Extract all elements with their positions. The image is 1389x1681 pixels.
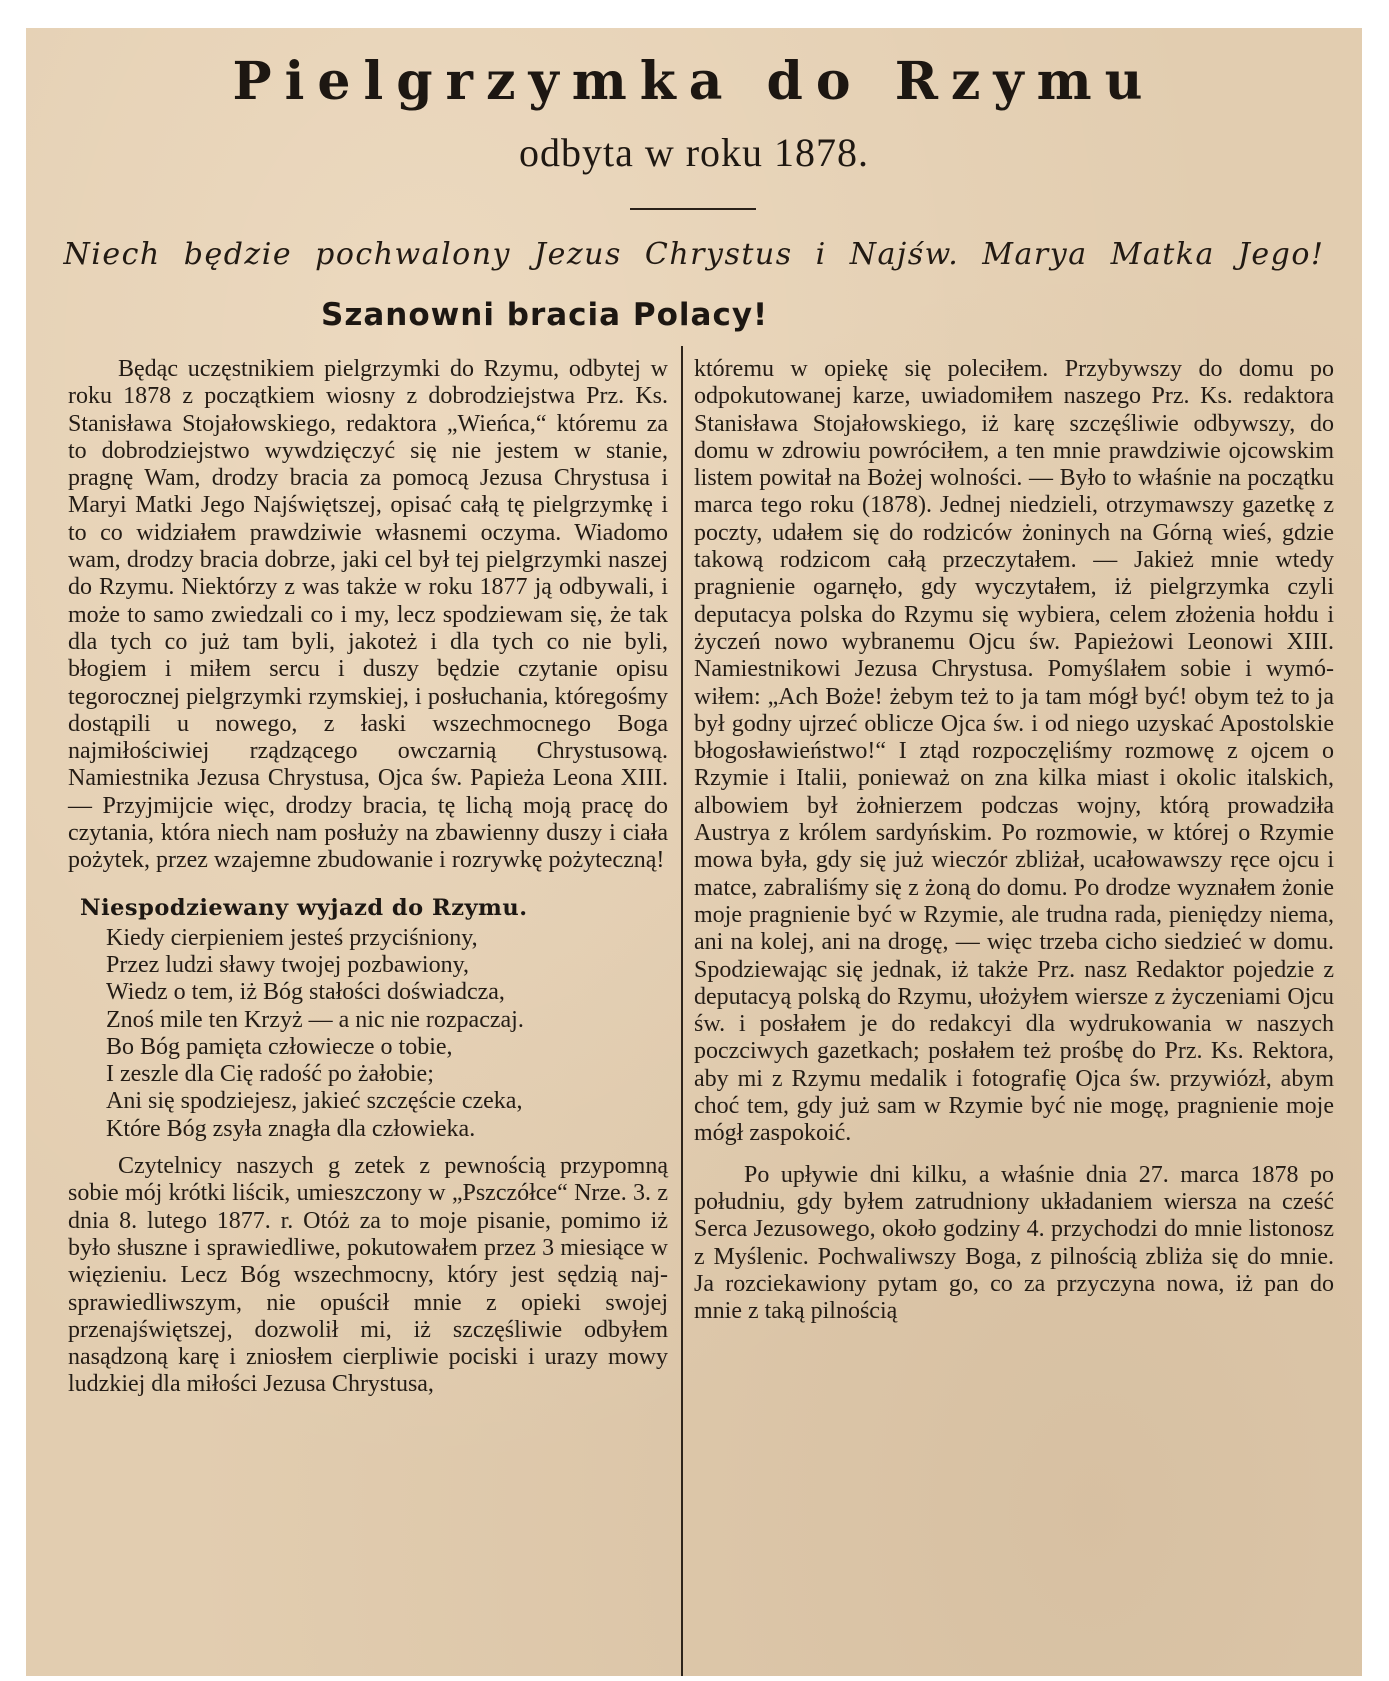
newspaper-page: [26, 28, 1362, 1676]
column-divider: [681, 346, 683, 1676]
page-subtitle: odbyta w roku 1878.: [518, 130, 870, 175]
poem-line: Bo Bóg pamięta człowiecze o tobie,: [106, 1033, 453, 1060]
greeting-heading: Szanowni bracia Polacy!: [321, 297, 769, 333]
article-paragraph: Będąc uczęstnikiem pielgrzymki do Rzymu, odbytej w roku 1878 z początkiem wiosny z dobrodziejstwa Prz. Ks. Stanisława Stojałowskiego, redaktora „Wieńca,“ któremu za to dobrodziejstwo wywdzięczyć się nie jestem w stanie, pragnę Wam, drodzy bracia za pomocą Jezusa Chrystusa i Maryi Matki Jego Najświętszej, opisać całą tę pielgrzymkę i to co widziałem prawdziwie własnemi oczyma. Wiadomo wam, drodzy bracia dobrze, jaki cel był tej pielgrzymki naszej do Rzymu. Niektórzy z was także w roku 1877 ją odbywali, i może to samo zwiedzali co i my, lecz spodziewam się, że tak dla tych co już tam byli, jakoteż i dla tych co nie byli, błogiem i miłem sercu i duszy będzie czytanie opisu tegorocznej pielgrzymki rzymskiej, i posłuchania, któregośmy dostąpili u nowego, z łaski wszechmocnego Boga najmiłościwiej rządzącego owczarnią Chrystusową. Namiestnika Jezusa Chrystusa, Ojca św. Papieża Leona XIII. — Przyjmijcie więc, drodzy bracia, tę lichą moją pracę do czytania, która niech nam posłuży na zbawienny duszy i ciała pożytek, przez wzajemne zbudowanie i rozrywkę pożyteczną!: [68, 356, 668, 874]
poem-line: I zeszle dla Cię radość po żałobie;: [106, 1061, 434, 1088]
poem: [68, 925, 668, 1143]
poem-line: Przez ludzi sławy twojej pozbawiony,: [106, 951, 470, 978]
poem-line: Wiedz o tem, iż Bóg stałości doświadcza,: [106, 979, 505, 1006]
right-column: [694, 356, 1334, 1325]
page-title: Pielgrzymka do Rzymu: [232, 51, 1156, 112]
article-paragraph: Czytelnicy naszych g zetek z pewnością przypomną sobie mój krótki liścik, umieszczony w „Pszczółce“ Nrze. 3. z dnia 8. lutego 1877. r. Otóż za to moje pisanie, pomimo iż było słuszne i sprawiedliwe, pokutowałem przez 3 miesiące w więzieniu. Lecz Bóg wszechmocny, który jest sędzią najsprawiedliwszym, nie opuścił mnie z opieki swojej przenajświętszej, dozwolił mi, iż szczęśliwie odbyłem nasądzoną karę i zniosłem cierpliwie pociski i urazy mowy ludzkiej dla miłości Jezusa Chrystusa,: [68, 1153, 668, 1398]
salutation: Niech będzie pochwalony Jezus Chrystus i Najśw. Marya Matka Jego!: [63, 237, 1325, 272]
poem-line: Ani się spodziejesz, jakieć szczęście czeka,: [106, 1088, 523, 1115]
poem-line: Kiedy cierpieniem jesteś przyciśniony,: [106, 924, 478, 951]
left-column: [68, 356, 668, 1399]
article-paragraph: któremu w opiekę się poleciłem. Przybywszy do domu po odpokutowanej karze, uwiadomiłem naszego Prz. Ks. redaktora Stanisława Stojałowskiego, iż karę szczęśliwie odbywszy, do domu w zdrowiu powróciłem, a ten mnie prawdziwie ojcowskim listem powitał na Bożej wolności. — Było to właśnie na początku marca tego roku (1878). Jednej niedzieli, otrzymawszy gazetkę z poczty, udałem się do rodziców żoninych na Górną wieś, gdzie takową rodzicom całą przeczytałem. — Jakież mnie wtedy pragnienie ogarnęło, gdy wyczytałem, iż pielgrzymka czyli deputacya polska do Rzymu się wybiera, celem złożenia hołdu i życzeń nowo wybranemu Ojcu św. Papieżowi Leonowi XIII. Namiestnikowi Jezusa Chrystusa. Pomyślałem sobie i wymówiłem: „Ach Boże! żebym też to ja tam mógł być! obym też to ja był godny ujrzeć oblicze Ojca św. i od niego uzyskać Apostolskie błogosławieństwo!“ I ztąd rozpoczęliśmy rozmowę z ojcem o Rzymie i Italii, ponieważ on zna kilka miast i okolic italskich, albowiem był żołnierzem podczas wojny, którą prowadziła Austrya z królem sardyńskim. Po rozmowie, w której o Rzymie mowa była, gdy się już wieczór zbliżał, ucałowawszy ręce ojcu i matce, zabraliśmy się z żoną do domu. Po drodze wyznałem żonie moje pragnienie być w Rzymie, ale trudna rada, pieniędzy niema, ani na kolej, ani na drogę, — więc trzeba cicho siedzieć w domu. Spodziewając się jednak, iż także Prz. nasz Redaktor pojedzie z deputacyą polską do Rzymu, ułożyłem wiersze z życzeniami Ojcu św. i posłałem je do redakcyi dla wydrukowania w naszych poczciwych gazetkach; posłałem też prośbę do Prz. Ks. Rektora, aby mi z Rzymu medalik i fotografię Ojca św. przywiózł, abym choć tem, gdy już sam w Rzymie być nie mogę, pragnienie moje mógł zaspokoić.: [694, 356, 1334, 1147]
article-paragraph: Po upływie dni kilku, a właśnie dnia 27. marca 1878 po południu, gdy byłem zatrudniony układaniem wiersza na cześć Serca Jezusowego, około godziny 4. przychodzi do mnie listonosz z Myślenic. Pochwaliwszy Boga, z pilnością zbliża się do mnie. Ja rozciekawiony pytam go, co za przyczyna nowa, iż pan do mnie z taką pilnością: [694, 1161, 1334, 1325]
poem-line: Które Bóg zsyła znagła dla człowieka.: [106, 1115, 476, 1142]
section-heading: Niespodziewany wyjazd do Rzymu.: [80, 894, 528, 921]
title-divider: [630, 208, 756, 210]
poem-line: Znoś mile ten Krzyż — a nic nie rozpaczaj.: [106, 1006, 524, 1033]
